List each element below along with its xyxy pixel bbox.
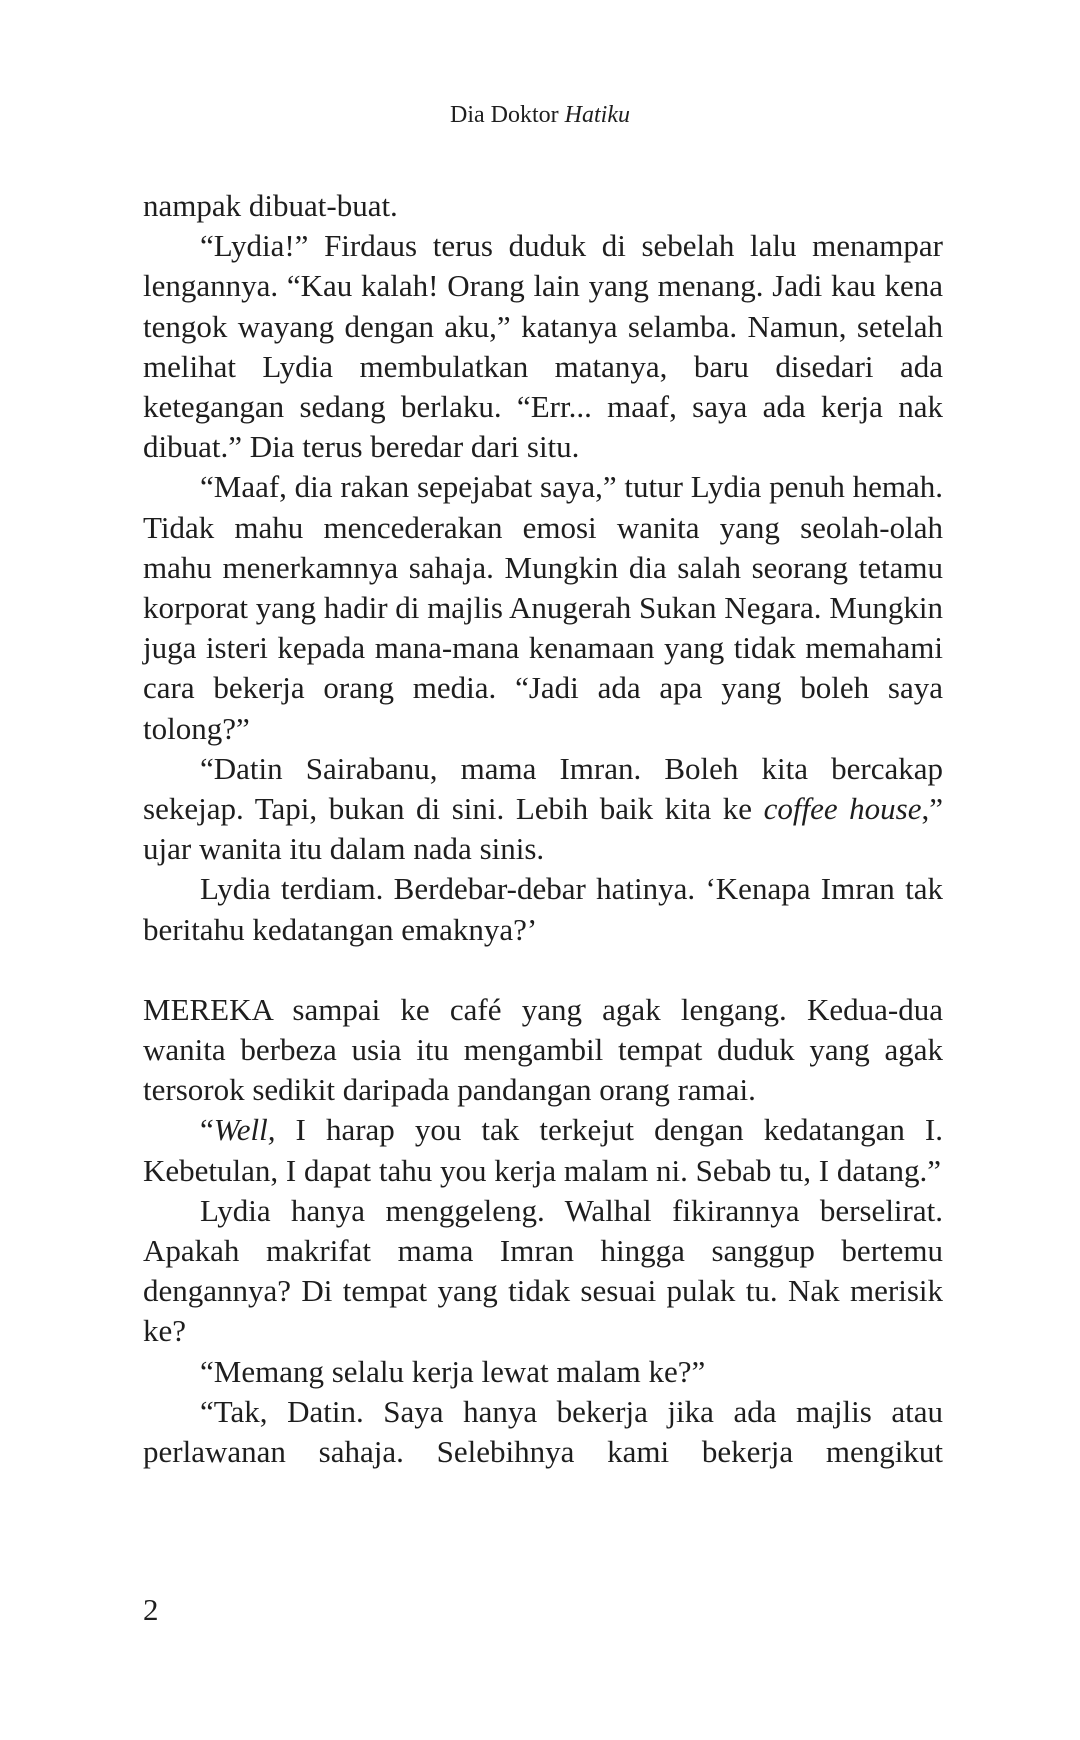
paragraph: nampak dibuat-buat. — [143, 188, 398, 223]
paragraph: MEREKA sampai ke café yang agak lengang. Kedua-dua wanita berbeza usia itu mengambil tempat duduk yang agak tersorok sedikit daripada pandangan orang ramai. — [143, 991, 943, 1108]
paragraph-text: I harap you tak terkejut dengan kedatangan I. Kebetulan, I dapat tahu you kerja malam ni. Sebab tu, I datang.” — [143, 1112, 943, 1188]
paragraph-text: “Datin Sairabanu, mama Imran. Boleh kita bercakap sekejap. Tapi, bukan di sini. Lebih baik kita ke — [143, 750, 943, 827]
page-number: 2 — [143, 1592, 159, 1627]
paragraph: “Memang selalu kerja lewat malam ke?” — [200, 1353, 706, 1389]
running-head-title: Dia Doktor — [450, 102, 565, 128]
italic-phrase: Well, — [213, 1112, 276, 1148]
paragraph — [143, 749, 943, 870]
running-head-title-italic: Hatiku — [564, 102, 630, 128]
paragraph: Lydia hanya menggeleng. Walhal fikirannya berselirat. Apakah makrifat mama Imran hingga sanggup bertemu dengannya? Di tempat yang tidak sesuai pulak tu. Nak merisik ke? — [143, 1192, 943, 1349]
body-text — [143, 186, 943, 1472]
paragraph-text: ,” ujar wanita itu dalam nada sinis. — [143, 791, 943, 867]
running-head — [0, 100, 1080, 130]
paragraph: Lydia terdiam. Berdebar-debar hatinya. ‘Kenapa Imran tak beritahu kedatangan emaknya?’ — [143, 871, 943, 947]
paragraph: “Tak, Datin. Saya hanya bekerja jika ada majlis atau perlawanan sahaja. Selebihnya kami bekerja mengikut — [143, 1393, 943, 1470]
paragraph: “Lydia!” Firdaus terus duduk di sebelah lalu menampar lengannya. “Kau kalah! Orang lain yang menang. Jadi kau kena tengok wayang dengan aku,” katanya selamba. Namun, setelah melihat Lydia membulatkan matanya, baru disedari ada ketegangan sedang berlaku. “Err... maaf, saya ada kerja nak dibuat.” Dia terus beredar dari situ. — [143, 228, 943, 465]
paragraph — [143, 1110, 943, 1190]
paragraph: “Maaf, dia rakan sepejabat saya,” tutur Lydia penuh hemah. Tidak mahu mencederakan emosi wanita yang seolah-olah mahu menerkamnya sahaja. Mungkin dia salah seorang tetamu korporat yang hadir di majlis Anugerah Sukan Negara. Mungkin juga isteri kepada mana-mana kenamaan yang tidak memahami cara bekerja orang media. “Jadi ada apa yang boleh saya tolong?” — [143, 469, 943, 746]
paragraph-text: “ — [200, 1112, 214, 1148]
italic-phrase: coffee house — [763, 791, 922, 827]
